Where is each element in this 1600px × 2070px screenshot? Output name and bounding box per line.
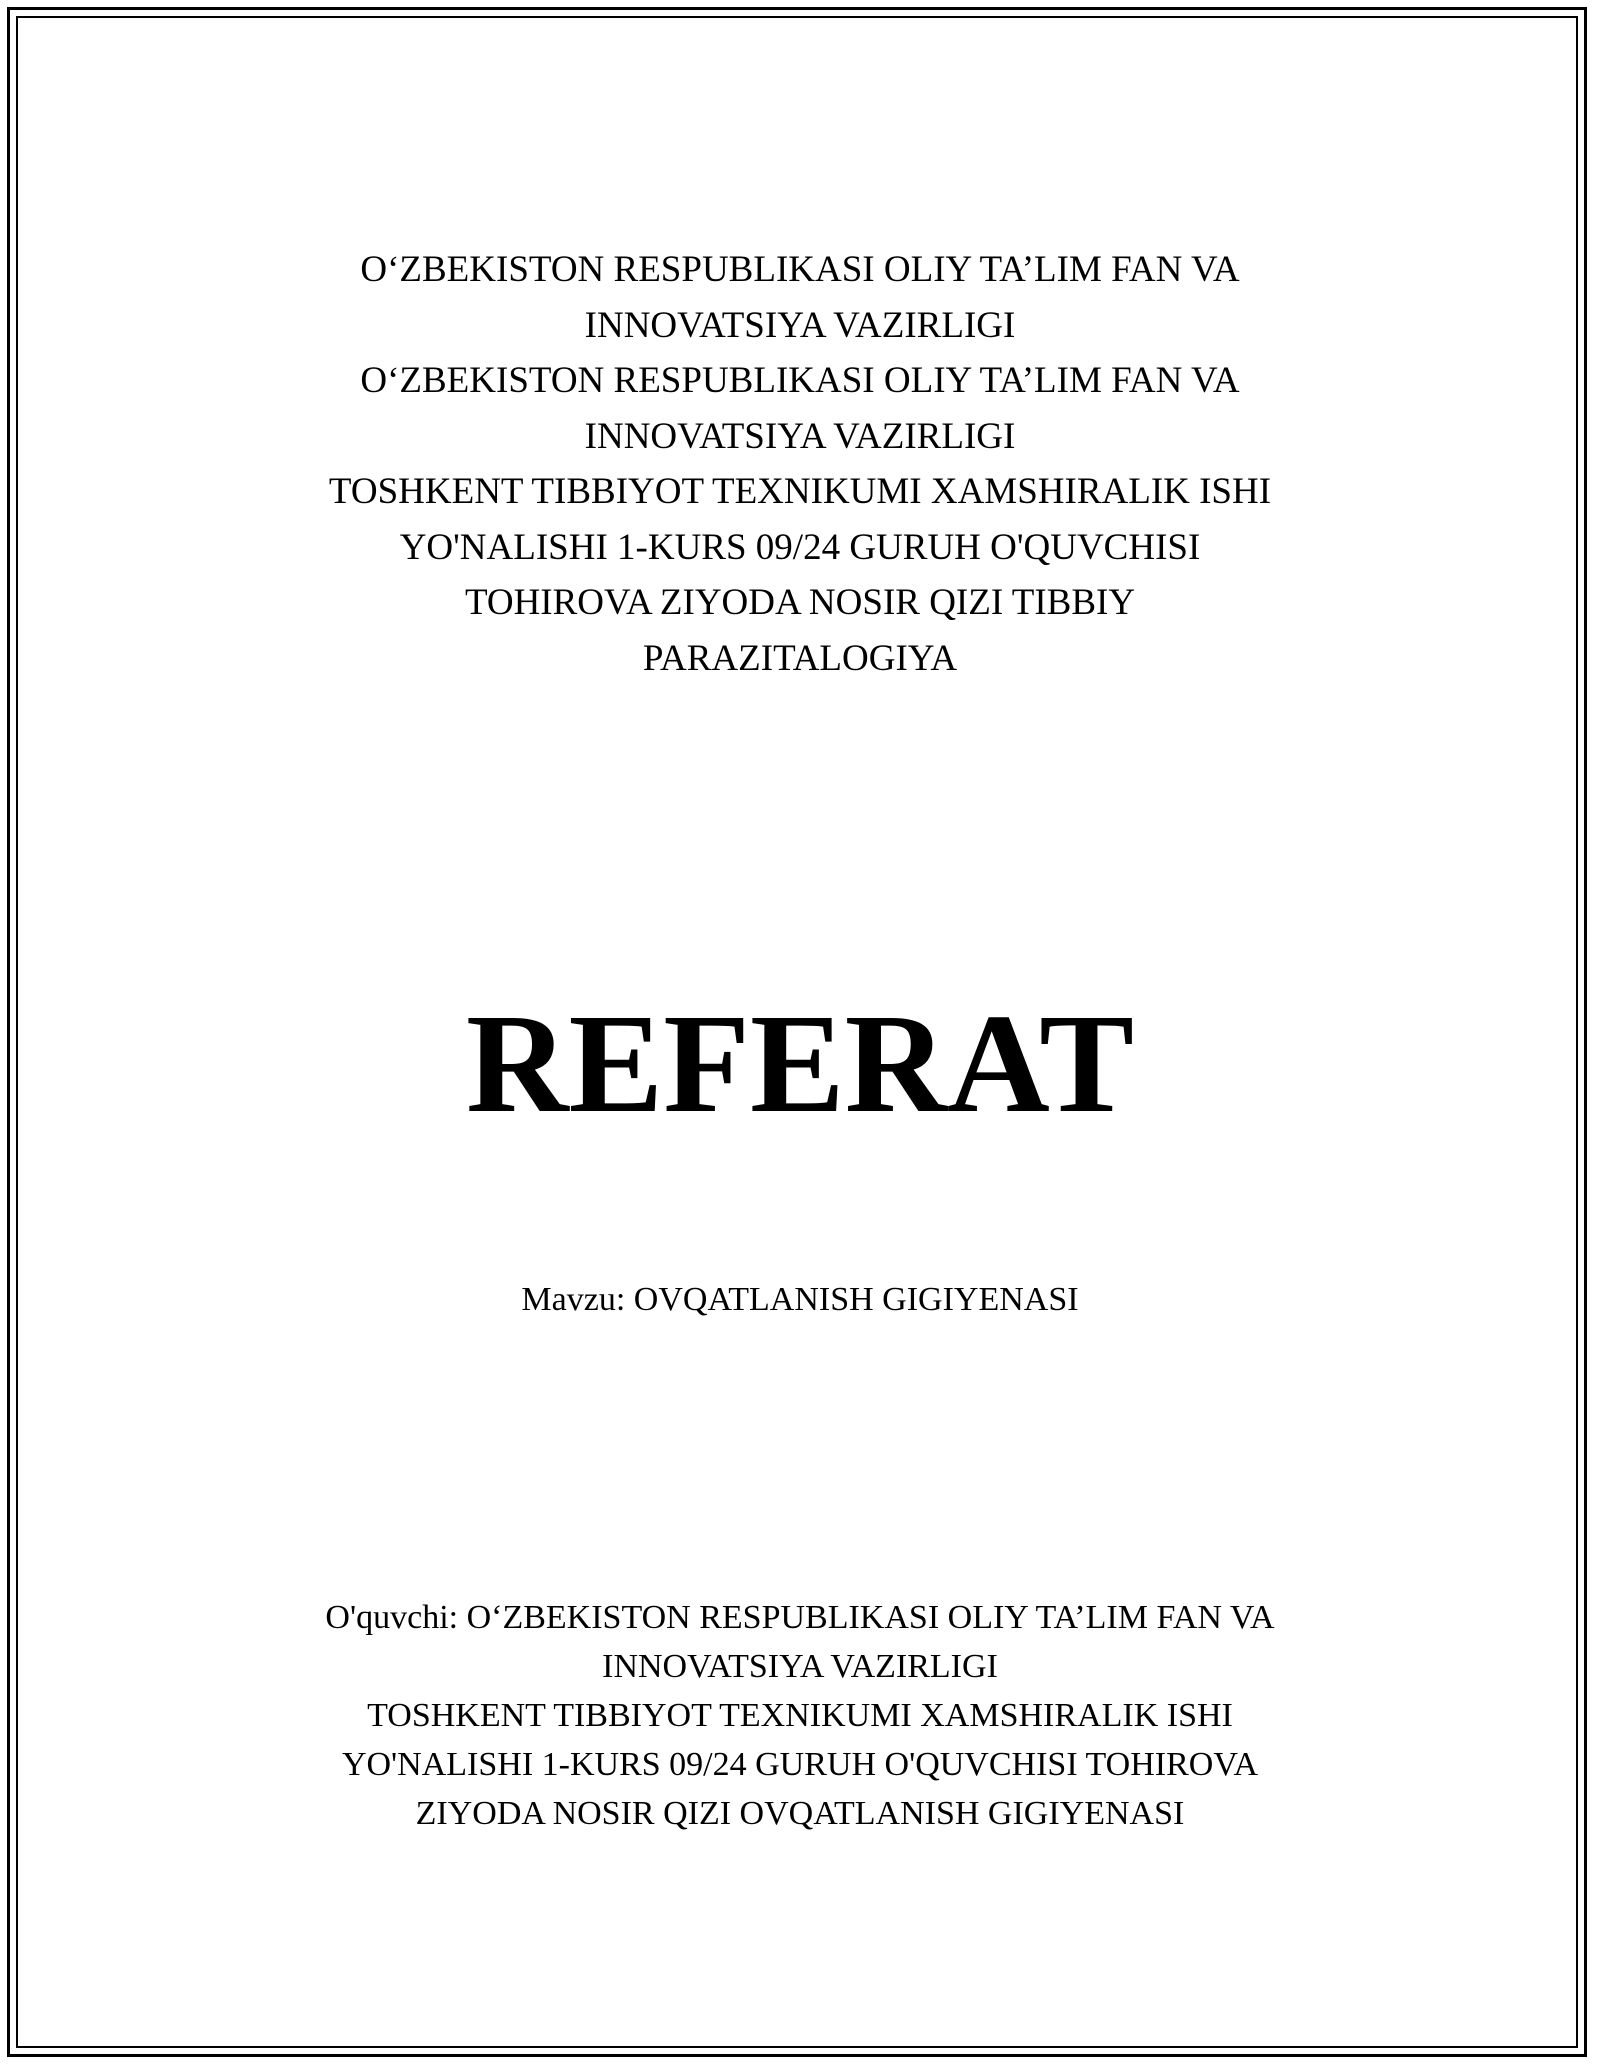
header-line: TOHIROVA ZIYODA NOSIR QIZI TIBBIY <box>464 582 1136 623</box>
student-line: TOSHKENT TIBBIYOT TEXNIKUMI XAMSHIRALIK ISHI <box>367 1697 1233 1734</box>
header-line: INNOVATSIYA VAZIRLIGI <box>584 415 1016 457</box>
student-info <box>0 1593 1600 1838</box>
header-line: TOSHKENT TIBBIYOT TEXNIKUMI XAMSHIRALIK ISHI <box>328 471 1272 512</box>
student-line: INNOVATSIYA VAZIRLIGI <box>602 1648 998 1685</box>
topic-line: Mavzu: OVQATLANISH GIGIYENASI <box>521 1281 1079 1318</box>
header-line: O‘ZBEKISTON RESPUBLIKASI OLIY TA’LIM FAN VA <box>360 360 1240 401</box>
student-line: O'quvchi: O‘ZBEKISTON RESPUBLIKASI OLIY TA’LIM FAN VA <box>325 1599 1275 1636</box>
header-line: YO'NALISHI 1-KURS 09/24 GURUH O'QUVCHISI <box>399 526 1201 568</box>
header-line: O‘ZBEKISTON RESPUBLIKASI OLIY TA’LIM FAN VA <box>360 249 1240 290</box>
institution-header <box>0 242 1600 686</box>
header-line: INNOVATSIYA VAZIRLIGI <box>584 304 1016 346</box>
student-line: ZIYODA NOSIR QIZI OVQATLANISH GIGIYENASI <box>415 1795 1185 1832</box>
student-line: YO'NALISHI 1-KURS 09/24 GURUH O'QUVCHISI TOHIROVA <box>341 1746 1259 1783</box>
header-line: PARAZITALOGIYA <box>642 637 958 679</box>
document-title: REFERAT <box>466 984 1134 1142</box>
